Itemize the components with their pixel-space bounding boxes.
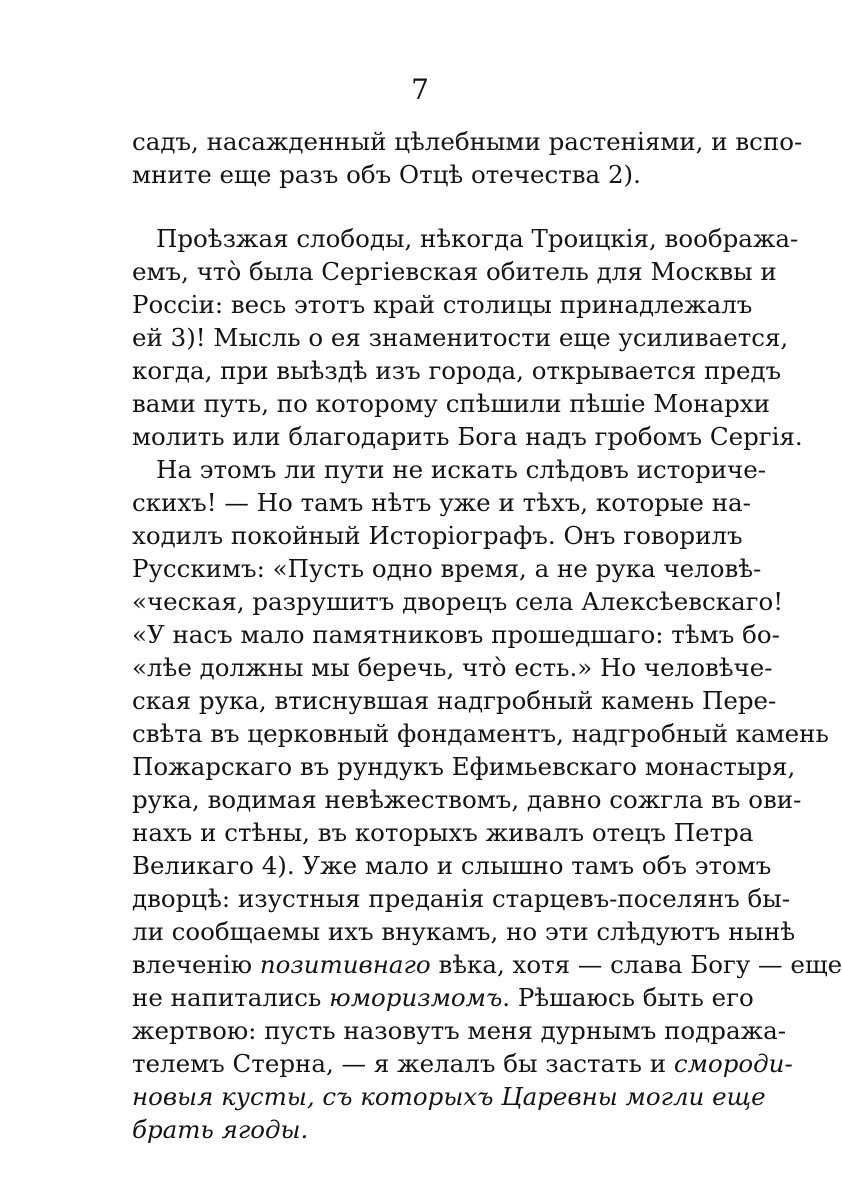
text-line-18: свѣта въ церковный фондаментъ, надгробный камень — [132, 719, 829, 748]
text-line-2: мните еще разъ объ Отцѣ отечества 2). — [132, 160, 641, 189]
text-line-16: «лѣе должны мы беречь, что̀ есть.» Но человѣче- — [132, 653, 773, 682]
text-line-6: ей 3)! Мысль о ея знаменитости еще усиливается, — [132, 323, 789, 352]
text-line-13: Русскимъ: «Пусть одно время, а не рука человѣ- — [132, 554, 762, 583]
text-run: телемъ Стерна, — я желалъ бы застать и — [132, 1049, 674, 1078]
text-line-9: молить или благодарить Бога надъ гробомъ Сергія. — [132, 422, 803, 451]
text-line-5: Россіи: весь этотъ край столицы принадлежалъ — [132, 290, 753, 319]
text-line-29: новыя кусты, съ которыхъ Царевны могли еще — [132, 1082, 766, 1111]
text-line-14: «ческая, разрушитъ дворецъ села Алексѣевскаго! — [132, 587, 784, 616]
text-line-7: когда, при выѣздѣ изъ города, открывается предъ — [132, 356, 782, 385]
text-run: не напитались — [132, 983, 330, 1012]
text-line-10: На этомъ ли пути не искать слѣдовъ историче- — [156, 455, 766, 484]
text-line-30: брать ягоды. — [132, 1115, 309, 1144]
italic-text-run: позитивнаго — [259, 950, 431, 979]
text-line-3: Проѣзжая слободы, нѣкогда Троицкія, вообража- — [156, 224, 799, 253]
text-line-22: Великаго 4). Уже мало и слышно тамъ объ этомъ — [132, 851, 772, 880]
text-line-17: ская рука, втиснувшая надгробный камень Пере- — [132, 686, 777, 715]
text-line-12: ходилъ покойный Исторіографъ. Онъ говорилъ — [132, 521, 743, 550]
text-run: вѣка, хотя — слава Богу — еще — [430, 950, 842, 979]
italic-text-run: смороди- — [673, 1049, 793, 1078]
text-line-1: садъ, насажденный цѣлебными растеніями, и вспо- — [132, 127, 803, 156]
italic-text-run: юморизмомъ — [329, 983, 503, 1012]
text-line-19: Пожарскаго въ рундукъ Ефимьевскаго монастыря, — [132, 752, 796, 781]
text-line-24: ли сообщаемы ихъ внукамъ, но эти слѣдуютъ нынѣ — [132, 917, 796, 946]
text-line-20: рука, водимая невѣжествомъ, давно сожгла въ ови- — [132, 785, 802, 814]
text-line-23: дворцѣ: изустныя преданія старцевъ-поселянъ бы- — [132, 884, 790, 913]
text-run: влеченію — [132, 950, 260, 979]
text-line-15: «У насъ мало памятниковъ прошедшаго: тѣмъ бо- — [132, 620, 780, 649]
text-line-27: жертвою: пусть назовутъ меня дурнымъ подража- — [132, 1016, 786, 1045]
page-number: 7 — [411, 73, 429, 106]
text-line-8: вами путь, по которому спѣшили пѣшіе Монархи — [132, 389, 770, 418]
text-line-4: емъ, что̀ была Сергіевская обитель для Москвы и — [132, 257, 777, 286]
text-run: . Рѣшаюсь быть его — [502, 983, 754, 1012]
text-line-21: нахъ и стѣны, въ которыхъ живалъ отецъ Петра — [132, 818, 754, 847]
text-line-11: скихъ! — Но тамъ нѣтъ уже и тѣхъ, которые на- — [132, 488, 751, 517]
